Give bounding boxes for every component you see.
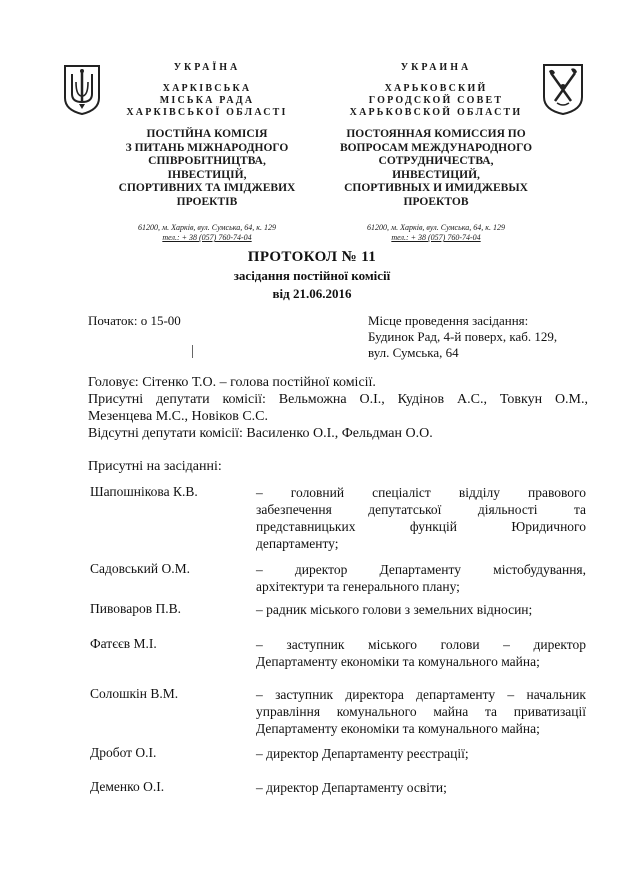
participant-name: Пивоваров П.В. xyxy=(90,601,181,616)
participant-name: Деменко О.І. xyxy=(90,779,165,794)
venue-line: Місце проведення засідання: xyxy=(368,313,529,328)
present-deputies xyxy=(88,391,588,425)
role-line: Департаменту економіки та комунального майна; xyxy=(256,721,540,736)
phone-ua: тел.: + 38 (057) 760-74-04 xyxy=(162,233,252,242)
participant-role xyxy=(256,686,586,737)
country-name-ru: УКРАИНА xyxy=(400,62,472,73)
role-line: представницьких функцій Юридичного xyxy=(256,519,586,534)
participant-role xyxy=(256,561,586,595)
role-line: Департаменту економіки та комунального майна; xyxy=(256,654,540,669)
commission-name-ru xyxy=(336,128,536,209)
margin-mark xyxy=(192,345,193,358)
protocol-date: від 21.06.2016 xyxy=(272,286,352,301)
role-line: – директор Департаменту реєстрації; xyxy=(256,746,469,761)
role-line: архітектури та генерального плану; xyxy=(256,579,460,594)
protocol-subtitle: засідання постійної комісії xyxy=(233,268,391,283)
participant-name: Дробот О.І. xyxy=(90,745,157,760)
role-line: управління комунального майна та приватизації xyxy=(256,704,586,719)
present-line: Присутні депутати комісії: Вельможна О.І., Кудінов А.С., Товкун О.М., xyxy=(88,392,588,407)
council-line: ХАРЬКОВСКОЙ ОБЛАСТИ xyxy=(349,107,523,118)
meeting-start-time: Початок: о 15-00 xyxy=(88,313,181,328)
role-line: – директор Департаменту освіти; xyxy=(256,780,447,795)
protocol-title: ПРОТОКОЛ № 11 xyxy=(247,249,377,265)
role-line: забезпечення депутатської діяльності та xyxy=(256,502,586,517)
commission-line: ПОСТОЯННАЯ КОМИССИЯ ПО xyxy=(346,128,526,140)
participant-name: Солошкін В.М. xyxy=(90,686,179,701)
council-line: ХАРЬКОВСКИЙ xyxy=(384,83,488,94)
role-line: – радник міського голови з земельних відносин; xyxy=(256,602,533,617)
commission-line: З ПИТАНЬ МІЖНАРОДНОГО xyxy=(125,141,289,154)
participant-role xyxy=(256,779,586,796)
participant-role xyxy=(256,601,586,618)
absent-deputies: Відсутні депутати комісії: Василенко О.І., Фельдман О.О. xyxy=(88,426,433,441)
council-name-ua xyxy=(112,83,302,119)
role-line: – заступник директора департаменту – начальник xyxy=(256,687,586,702)
participant-name: Шапошнікова К.В. xyxy=(90,484,198,499)
participants-heading: Присутні на засіданні: xyxy=(88,459,222,474)
chair-line: Головує: Сітенко Т.О. – голова постійної комісії. xyxy=(88,375,376,390)
commission-line: ВОПРОСАМ МЕЖДУНАРОДНОГО xyxy=(339,141,533,154)
present-line: Мезенцева М.С., Новіков С.С. xyxy=(88,409,269,424)
venue-line: вул. Сумська, 64 xyxy=(368,345,459,360)
commission-line: ПРОЕКТОВ xyxy=(403,195,469,208)
participant-role xyxy=(256,484,586,552)
role-line: департаменту; xyxy=(256,536,339,551)
council-line: ГОРОДСКОЙ СОВЕТ xyxy=(368,95,504,106)
commission-name-ua xyxy=(112,128,302,209)
commission-line: СПІВРОБІТНИЦТВА, ІНВЕСТИЦІЙ, xyxy=(148,155,266,181)
role-line: – директор Департаменту містобудування, xyxy=(256,562,586,577)
address-ru: 61200, м. Харків, вул. Сумська, 64, к. 129 xyxy=(367,223,505,232)
commission-line: СПОРТИВНИХ ТА ІМІДЖЕВИХ xyxy=(118,182,296,194)
venue-line: Будинок Рад, 4-й поверх, каб. 129, xyxy=(368,329,558,344)
trident-coat-of-arms-icon xyxy=(62,64,102,116)
role-line: – заступник міського голови – директор xyxy=(256,637,586,652)
council-name-ru xyxy=(336,83,536,119)
council-line: МІСЬКА РАДА xyxy=(159,95,255,106)
phone-ru: тел.: + 38 (057) 760-74-04 xyxy=(391,233,481,242)
meeting-venue xyxy=(368,313,598,361)
commission-line: СПОРТИВНЫХ И ИМИДЖЕВЫХ xyxy=(344,182,528,194)
kharkiv-city-coat-of-arms-icon xyxy=(541,63,585,115)
commission-line: СОТРУДНИЧЕСТВА, ИНВЕСТИЦИЙ, xyxy=(378,155,494,181)
participant-role xyxy=(256,745,586,762)
header-left xyxy=(112,62,302,243)
header-right xyxy=(336,62,536,243)
participant-name: Фатєєв М.І. xyxy=(90,636,157,651)
country-name-ua: УКРАЇНА xyxy=(173,62,241,73)
commission-line: ПОСТІЙНА КОМІСІЯ xyxy=(146,128,268,140)
role-line: – головний спеціаліст відділу правового xyxy=(256,485,586,500)
council-line: ХАРКІВСЬКОЇ ОБЛАСТІ xyxy=(126,107,288,118)
commission-line: ПРОЕКТІВ xyxy=(176,195,238,208)
address-ua: 61200, м. Харків, вул. Сумська, 64, к. 129 xyxy=(138,223,276,232)
participant-name: Садовський О.М. xyxy=(90,561,190,576)
participant-role xyxy=(256,636,586,670)
council-line: ХАРКІВСЬКА xyxy=(162,83,252,94)
